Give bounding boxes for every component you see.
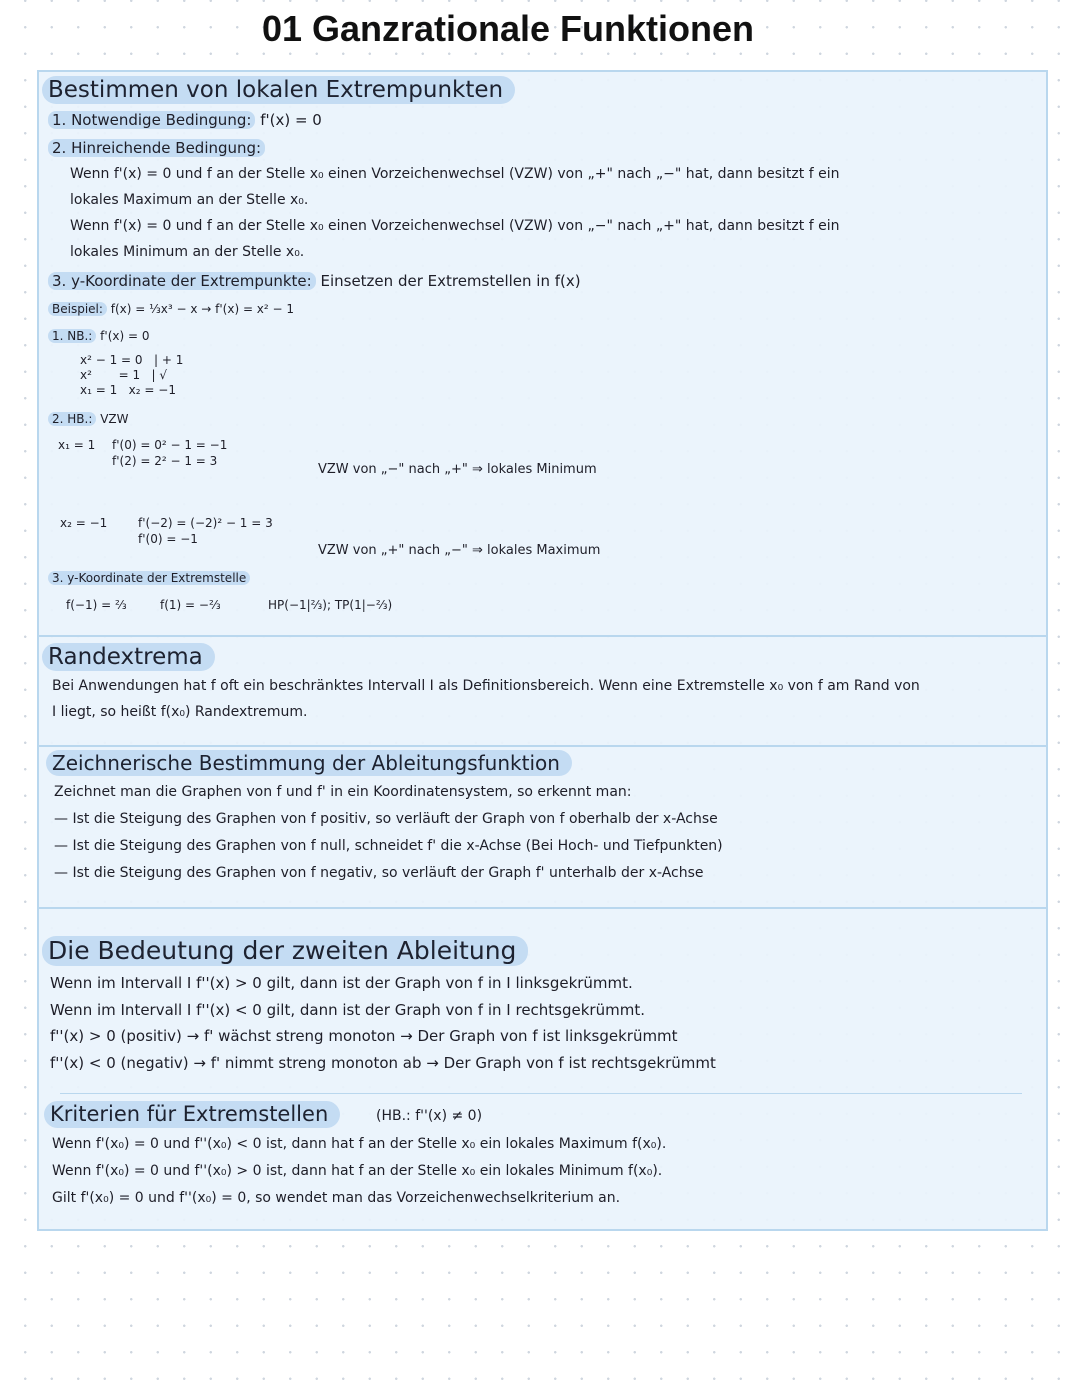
zeichnerisch-bullet: — Ist die Steigung des Graphen von f null, schneidet f' die x-Achse (Bei Hoch- und Tiefpunkten)	[54, 838, 723, 854]
kriterien-line: Wenn f'(x₀) = 0 und f''(x₀) > 0 ist, dann hat f an der Stelle x₀ ein lokales Minimum f(x₀).	[52, 1163, 663, 1179]
beispiel-label: Beispiel:	[48, 302, 107, 316]
y-extremstelle	[48, 570, 250, 586]
heading-zweite-ableitung: Die Bedeutung der zweiten Ableitung	[42, 936, 528, 966]
randextrema-line1: Bei Anwendungen hat f oft ein beschränktes Intervall I als Definitionsbereich. Wenn eine Extremstelle x₀ von f am Rand von	[52, 678, 920, 694]
beispiel-function: f(x) = ⅓x³ − x → f'(x) = x² − 1	[110, 302, 295, 316]
hinreichende-bedingung	[48, 138, 265, 158]
zeichnerisch-intro: Zeichnet man die Graphen von f und f' in ein Koordinatensystem, so erkennt man:	[54, 784, 632, 800]
nb-equation-1: x² − 1 = 0 | + 1	[80, 353, 184, 367]
maximum-rule-line2: lokales Maximum an der Stelle x₀.	[70, 192, 309, 208]
zweite-ableitung-line: Wenn im Intervall I f''(x) > 0 gilt, dann ist der Graph von f in I linksgekrümmt.	[50, 974, 633, 992]
heading-extrempunkte: Bestimmen von lokalen Extrempunkten	[42, 76, 515, 104]
minimum-rule-line2: lokales Minimum an der Stelle x₀.	[70, 244, 305, 260]
x1-calc-2: f'(2) = 2² − 1 = 3	[112, 454, 218, 468]
kriterien-note: (HB.: f''(x) ≠ 0)	[376, 1108, 483, 1124]
minimum-rule-line1: Wenn f'(x) = 0 und f an der Stelle x₀ einen Vorzeichenwechsel (VZW) von „−" nach „+" hat, dann besitzt f ein	[70, 218, 840, 234]
hb-step	[48, 411, 129, 427]
nb-label: 1. NB.:	[48, 329, 96, 343]
y-extremstelle-label: 3. y-Koordinate der Extremstelle	[48, 571, 250, 585]
hb-label: 2. HB.:	[48, 412, 96, 426]
heading-zeichnerisch: Zeichnerische Bestimmung der Ableitungsfunktion	[46, 750, 572, 776]
zweite-ableitung-line: f''(x) > 0 (positiv) → f' wächst streng monoton → Der Graph von f ist linksgekrümmt	[50, 1027, 678, 1045]
kriterien-line: Wenn f'(x₀) = 0 und f''(x₀) < 0 ist, dann hat f an der Stelle x₀ ein lokales Maximum f(x₀).	[52, 1136, 667, 1152]
nb-equation-2: x² = 1 | √	[80, 368, 168, 382]
zweite-ableitung-line: f''(x) < 0 (negativ) → f' nimmt streng monoton ab → Der Graph von f ist rechtsgekrümmt	[50, 1054, 716, 1072]
y-calc-1: f(−1) = ⅔	[66, 598, 127, 612]
y-koordinate-rule	[48, 271, 581, 291]
zeichnerisch-bullet: — Ist die Steigung des Graphen von f negativ, so verläuft der Graph f' unterhalb der x-Achse	[54, 865, 704, 881]
nb-value: f'(x) = 0	[100, 329, 150, 343]
x1-calc-1: f'(0) = 0² − 1 = −1	[112, 438, 228, 452]
x2-calc-2: f'(0) = −1	[138, 532, 198, 546]
beispiel	[48, 301, 294, 317]
x1-result: VZW von „−" nach „+" ⇒ lokales Minimum	[318, 462, 597, 477]
y-calc-2: f(1) = −⅔	[160, 598, 221, 612]
randextrema-line2: I liegt, so heißt f(x₀) Randextremum.	[52, 704, 308, 720]
x1-label: x₁ = 1	[58, 438, 96, 452]
y-koordinate-label: 3. y-Koordinate der Extrempunkte:	[48, 272, 316, 290]
heading-kriterien: Kriterien für Extremstellen	[44, 1101, 340, 1128]
nb-step	[48, 328, 149, 344]
nb-solutions: x₁ = 1 x₂ = −1	[80, 383, 176, 397]
maximum-rule-line1: Wenn f'(x) = 0 und f an der Stelle x₀ einen Vorzeichenwechsel (VZW) von „+" nach „−" hat, dann besitzt f ein	[70, 166, 840, 182]
hb-value: VZW	[100, 412, 129, 426]
x2-calc-1: f'(−2) = (−2)² − 1 = 3	[138, 516, 273, 530]
x2-label: x₂ = −1	[60, 516, 108, 530]
x2-result: VZW von „+" nach „−" ⇒ lokales Maximum	[318, 543, 601, 558]
kriterien-line: Gilt f'(x₀) = 0 und f''(x₀) = 0, so wendet man das Vorzeichenwechselkriterium an.	[52, 1190, 621, 1206]
page-title: 01 Ganzrationale Funktionen	[261, 8, 755, 49]
notwendige-bedingung-label: 1. Notwendige Bedingung:	[48, 111, 255, 129]
zweite-ableitung-line: Wenn im Intervall I f''(x) < 0 gilt, dann ist der Graph von f in I rechtsgekrümmt.	[50, 1001, 645, 1019]
heading-randextrema: Randextrema	[42, 643, 215, 671]
notwendige-bedingung	[48, 110, 322, 130]
notwendige-bedingung-value: f'(x) = 0	[260, 111, 322, 129]
hinreichende-bedingung-label: 2. Hinreichende Bedingung:	[48, 139, 265, 157]
extrempunkte-result: HP(−1|⅔); TP(1|−⅔)	[268, 598, 393, 612]
zeichnerisch-bullet: — Ist die Steigung des Graphen von f positiv, so verläuft der Graph von f oberhalb der x-Achse	[54, 811, 718, 827]
y-koordinate-value: Einsetzen der Extremstellen in f(x)	[320, 272, 581, 290]
inner-divider	[60, 1093, 1022, 1094]
